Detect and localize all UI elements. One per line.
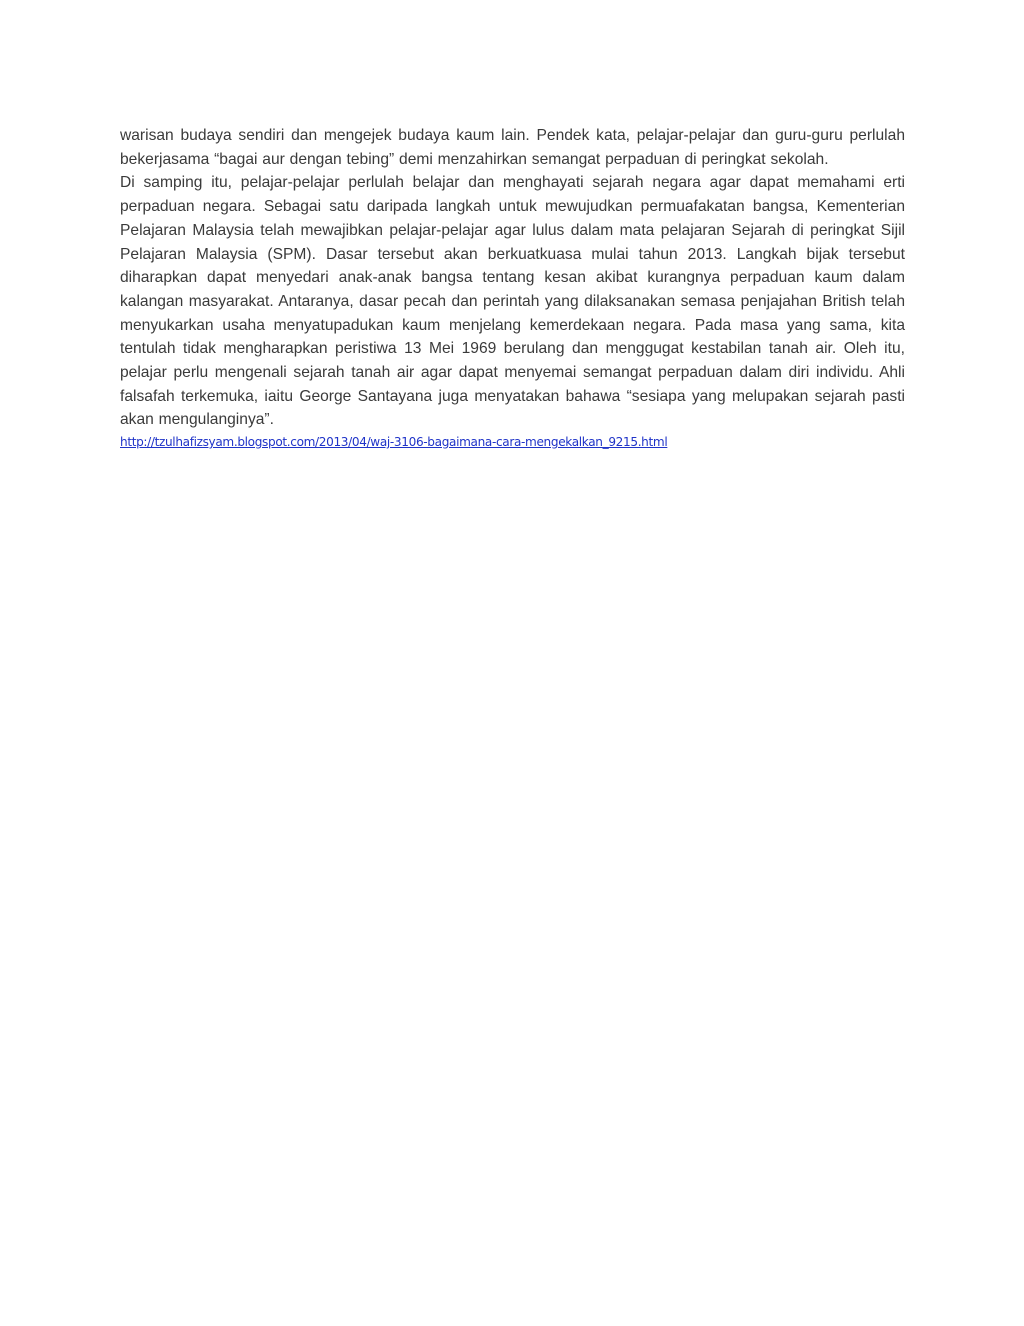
paragraph-2: Di samping itu, pelajar-pelajar perlulah belajar dan menghayati sejarah negara agar dapat memahami erti perpaduan negara. Sebagai satu daripada langkah untuk mewujudkan permuafakatan bangsa, Kementerian Pelajaran Malaysia telah mewajibkan pelajar-pelajar agar lulus dalam mata pelajaran Sejarah di peringkat Sijil Pelajaran Malaysia (SPM). Dasar tersebut akan berkuatkuasa mulai tahun 2013. Langkah bijak tersebut diharapkan dapat menyedari anak-anak bangsa tentang kesan akibat kurangnya perpaduan kaum dalam kalangan masyarakat. Antaranya, dasar pecah dan perintah yang dilaksanakan semasa penjajahan British telah menyukarkan usaha menyatupadukan kaum menjelang kemerdekaan negara. Pada masa yang sama, kita tentulah tidak mengharapkan peristiwa 13 Mei 1969 berulang dan menggugat kestabilan tanah air. Oleh itu, pelajar perlu mengenali sejarah tanah air agar dapat menyemai semangat perpaduan dalam diri individu. Ahli falsafah terkemuka, iaitu George Santayana juga menyatakan bahawa “sesiapa yang melupakan sejarah pasti akan mengulanginya”. xyxy=(120,174,905,429)
source-link[interactable]: http://tzulhafizsyam.blogspot.com/2013/04/waj-3106-bagaimana-cara-mengekalkan_9215.html xyxy=(120,435,668,450)
paragraph-1: warisan budaya sendiri dan mengejek budaya kaum lain. Pendek kata, pelajar-pelajar dan guru-guru perlulah bekerjasama “bagai aur dengan tebing” demi menzahirkan semangat perpaduan di peringkat sekolah. xyxy=(120,127,905,168)
document-body xyxy=(120,124,905,450)
